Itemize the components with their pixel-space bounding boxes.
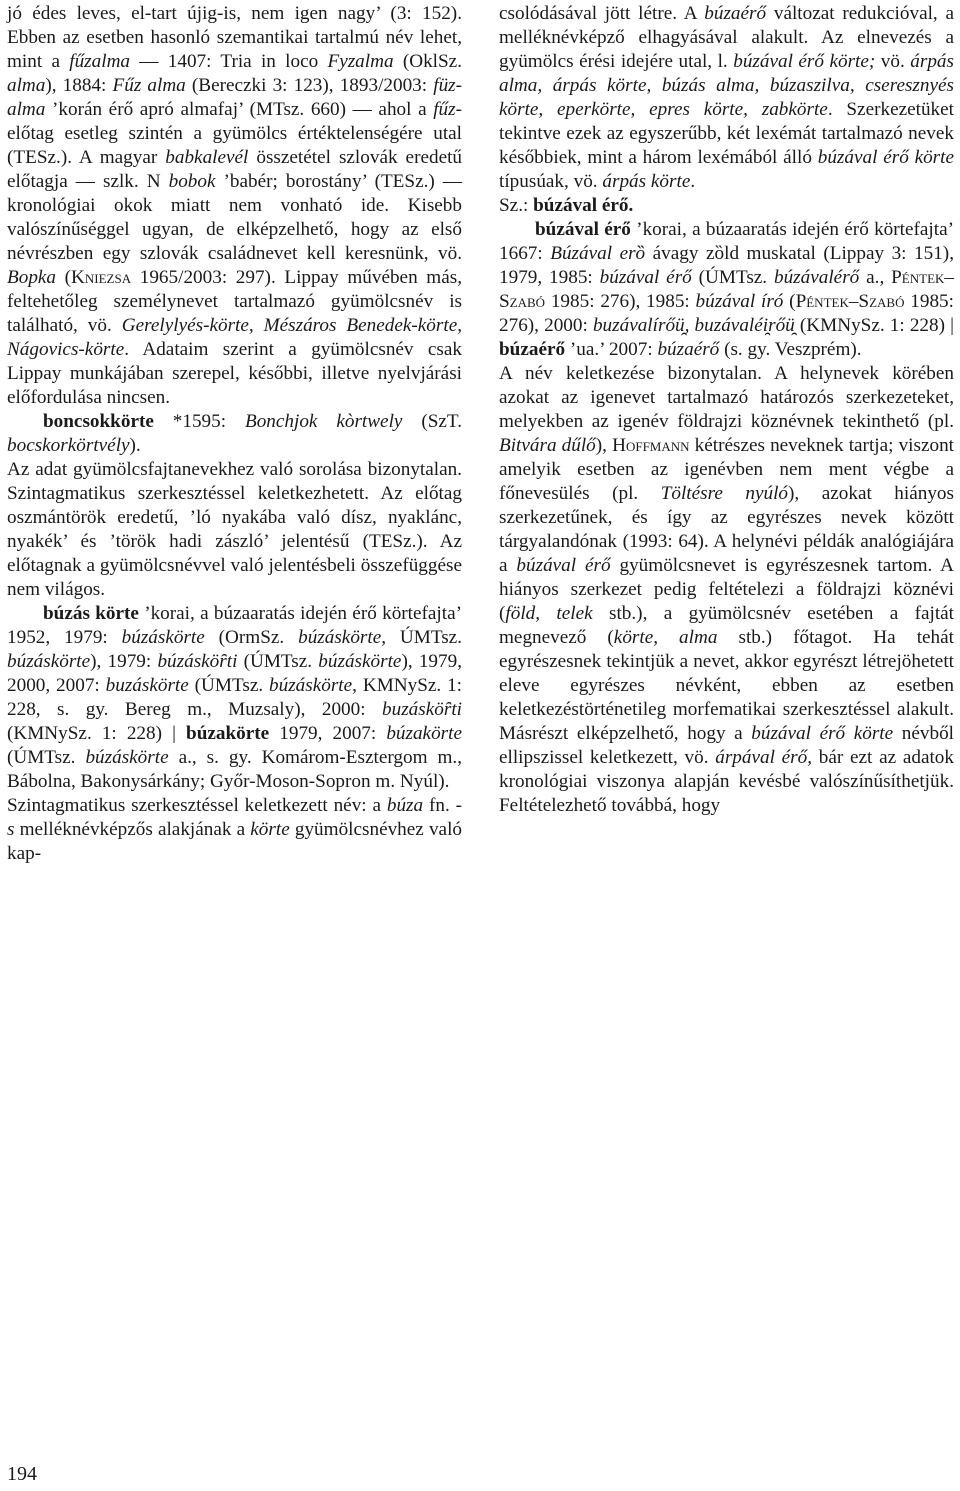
paragraph-etymology: Az adat gyümölcsfajtanevekhez való sorolása bizonytalan. Szintagmatikus szerkesztéssel keletkezhetett. Az előtag oszmántörök eredetű, ’ló nyakába való dísz, nyaklánc, nyakék’ és ’török hadi zászló’ jelentésű (TESz.). Az előtagnak a gyümölcsnévvel való jelentésbeli összefüggése nem világos. [7,459,462,600]
paragraph-continuation: csolódásával jött létre. A búzaérő változat redukcióval, a melléknévképző elhagyásával alakult. Az elnevezés a gyümölcs érési idejére utal, l. búzával érő körte; vö. árpás alma, árpás körte, búzás alma, búzaszilva, cseresznyés körte, eperkörte, epres körte, zabkörte. Szerkezetüket tekintve ezek az egyszerűbb, két lexémát tartalmazó nevek későbbiek, mint a három lexémából álló búzával érő körte típusúak, vö. árpás körte. [499,3,954,192]
left-column [7,2,462,866]
page-number: 194 [7,1463,37,1485]
dictionary-entry-boncsokkorte: boncsokkörte *1595: Bonchjok kòrtwely (SzT. bocskorkörtvély). [7,411,462,456]
paragraph-etymology: Szintagmatikus szerkesztéssel keletkezett név: a búza fn. -s melléknévképzős alakjának a körte gyümölcsnévhez való kap- [7,795,462,864]
cross-reference: Sz.: búzával érő. [499,195,634,216]
dictionary-entry-buzaval-ero: búzával érő ’korai, a búzaaratás idején érő körtefajta’ 1667: Búzával erȍ ávagy zȍld muskatal (Lippay 3: 151), 1979, 1985: búzával érő (ÚMTsz. búzávalérő a., Péntek–Szabó 1985: 276), 1985: búzával író (Péntek–Szabó 1985: 276), 2000: buzávalírőü̯, buzávaléi̯rőü̯ (KMNySz. 1: 228) | búzaérő ’ua.’ 2007: búzaérő (s. gy. Veszprém). [499,219,954,360]
dictionary-entry-buzas-korte: búzás körte ’korai, a búzaaratás idején érő körtefajta’ 1952, 1979: búzáskörte (OrmSz. búzáskörte, ÚMTsz. búzáskörte), 1979: búzásköȓti (ÚMTsz. búzáskörte), 1979, 2000, 2007: buzáskörte (ÚMTsz. búzáskörte, KMNySz. 1: 228, s. gy. Bereg m., Muzsaly), 2000: buzásköȓti (KMNySz. 1: 228) | búzakörte 1979, 2007: búzakörte (ÚMTsz. búzáskörte a., s. gy. Komárom-Esztergom m., Bábolna, Bakonysárkány; Győr-Moson-Sopron m. Nyúl). [7,603,463,792]
right-column [499,2,954,818]
paragraph-continuation: jó édes leves, el-tart újig-is, nem igen nagy’ (3: 152). Ebben az esetben hasonló szemantikai tartalmú név lehet, mint a fűzalma — 1407: Tria in loco Fyzalma (OklSz. alma), 1884: Fűz alma (Bereczki 3: 123), 1893/2003: füz-alma ’korán érő apró almafaj’ (MTsz. 660) — ahol a fűz- előtag esetleg szintén a gyümölcs értéktelenségére utal (TESz.). A magyar babkalevél összetétel szlovák eredetű előtagja — szlk. N bobok ’babér; borostány’ (TESz.) — kronológiai okok miatt nem vonható ide. Kisebb valószínűséggel ugyan, de elképzelhető, hogy az első névrészben egy szlovák családnevet kell keresnünk, vö. Bopka (Kniezsa 1965/2003: 297). Lippay művében más, feltehetőleg személynevet tartalmazó gyümölcsnév is található, vö. Gerelylyés-körte, Mészáros Benedek-körte, Nágovics-körte. Adataim szerint a gyümölcsnév csak Lippay munkájában szerepel, későbbi, illetve nyelvjárási előfordulása nincsen. [7,3,463,408]
paragraph-analysis: A név keletkezése bizonytalan. A helynevek körében azokat az igenevet tartalmazó határozós szerkezeteket, melyekben az igenév földrajzi köznévnek tekinthető (pl. Bitvára dűlő), Hoffmann kétrészes neveknek tartja; viszont amelyik esetben az igenévben nem ment végbe a főnevesülés (pl. Töltésre nyúló), azokat hiányos szerkezetűnek, és így az egyrészes nevek között tárgyalandónak (1993: 64). A helynévi példák analógiájára a búzával érő gyümölcsnevet is egyrészesnek tartom. A hiányos szerkezet pedig feltételezi a földrajzi köznévi (föld, telek stb.), a gyümölcsnév esetében a fajtát megnevező (körte, alma stb.) főtagot. Ha tehát egyrészesnek tekintjük a nevet, akkor egyrészt létrejöhetett eleve egyrészes névként, ebben az esetben keletkezéstörténetileg morfematikai szerkesztéssel alakult. Másrészt elképzelhető, hogy a búzával érő körte névből ellipszissel keletkezett, vö. árpával érő, bár ezt az adatok kronológiai viszonya alapján kevésbé valószínűsíthetjük. Feltételezhető továbbá, hogy [499,363,954,816]
